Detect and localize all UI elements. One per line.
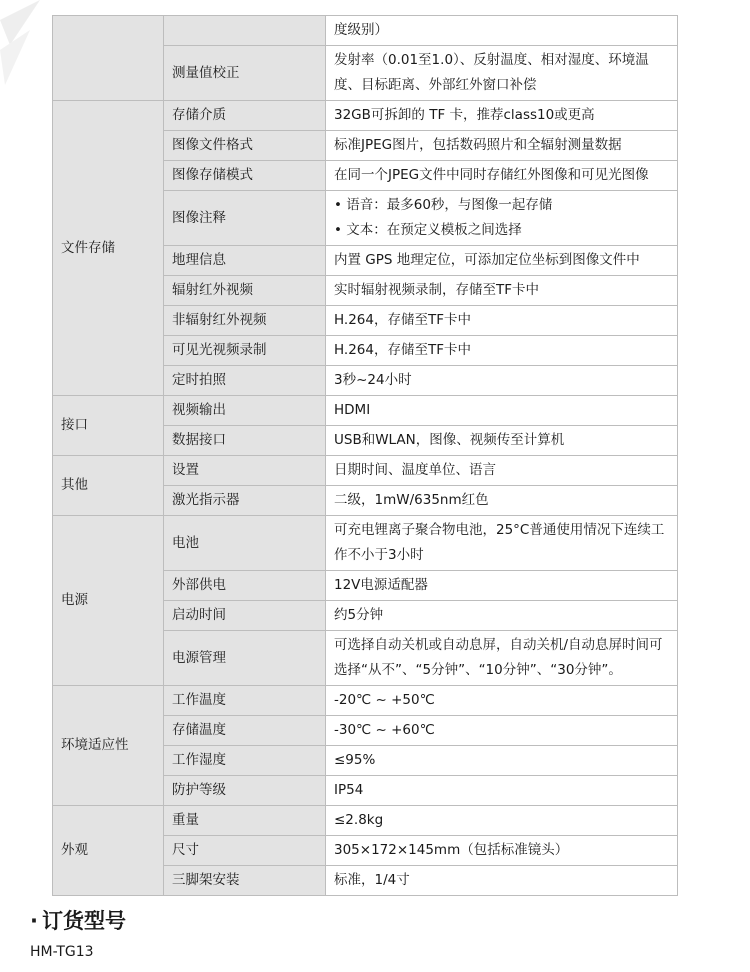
value-cell: 度级别） bbox=[326, 16, 678, 46]
value-cell: 约5分钟 bbox=[326, 601, 678, 631]
item-cell: 视频输出 bbox=[164, 396, 326, 426]
item-cell: 数据接口 bbox=[164, 426, 326, 456]
value-cell: HDMI bbox=[326, 396, 678, 426]
order-section-title bbox=[30, 905, 126, 935]
value-cell: 日期时间、温度单位、语言 bbox=[326, 456, 678, 486]
category-cell: 外观 bbox=[53, 806, 164, 896]
order-model-number: HM-TG13 bbox=[30, 944, 94, 960]
item-cell: 工作温度 bbox=[164, 686, 326, 716]
value-cell: 305×172×145mm（包括标准镜头） bbox=[326, 836, 678, 866]
category-cell: 文件存储 bbox=[53, 101, 164, 396]
value-cell: 实时辐射视频录制，存储至TF卡中 bbox=[326, 276, 678, 306]
value-cell: ≤95% bbox=[326, 746, 678, 776]
table-row bbox=[53, 101, 678, 131]
item-cell: 存储介质 bbox=[164, 101, 326, 131]
item-cell: 激光指示器 bbox=[164, 486, 326, 516]
item-cell: 尺寸 bbox=[164, 836, 326, 866]
item-cell bbox=[164, 16, 326, 46]
annotation-voice: • 语音：最多60秒，与图像一起存储 bbox=[334, 197, 553, 213]
value-cell: H.264，存储至TF卡中 bbox=[326, 306, 678, 336]
value-cell: 在同一个JPEG文件中同时存储红外图像和可见光图像 bbox=[326, 161, 678, 191]
item-cell: 电池 bbox=[164, 516, 326, 571]
value-cell: -20℃ ~ +50℃ bbox=[326, 686, 678, 716]
item-cell: 三脚架安装 bbox=[164, 866, 326, 896]
value-cell: USB和WLAN，图像、视频传至计算机 bbox=[326, 426, 678, 456]
item-cell: 设置 bbox=[164, 456, 326, 486]
item-cell: 定时拍照 bbox=[164, 366, 326, 396]
item-cell: 地理信息 bbox=[164, 246, 326, 276]
value-cell: 发射率（0.01至1.0）、反射温度、相对湿度、环境温度、目标距离、外部红外窗口补偿 bbox=[326, 46, 678, 101]
item-cell: 图像存储模式 bbox=[164, 161, 326, 191]
order-title-text: 订货型号 bbox=[41, 909, 126, 933]
item-cell: 外部供电 bbox=[164, 571, 326, 601]
value-cell: 12V电源适配器 bbox=[326, 571, 678, 601]
item-cell: 测量值校正 bbox=[164, 46, 326, 101]
value-cell: ≤2.8kg bbox=[326, 806, 678, 836]
item-cell: 重量 bbox=[164, 806, 326, 836]
value-cell: 标准，1/4寸 bbox=[326, 866, 678, 896]
item-cell: 存储温度 bbox=[164, 716, 326, 746]
value-cell: 标准JPEG图片，包括数码照片和全辐射测量数据 bbox=[326, 131, 678, 161]
category-cell: 接口 bbox=[53, 396, 164, 456]
item-cell: 可见光视频录制 bbox=[164, 336, 326, 366]
annotation-text: • 文本：在预定义模板之间选择 bbox=[334, 222, 522, 238]
value-cell: -30℃ ~ +60℃ bbox=[326, 716, 678, 746]
table-row bbox=[53, 16, 678, 46]
value-cell: 可充电锂离子聚合物电池，25°C普通使用情况下连续工作不小于3小时 bbox=[326, 516, 678, 571]
value-cell: IP54 bbox=[326, 776, 678, 806]
item-cell: 防护等级 bbox=[164, 776, 326, 806]
item-cell: 电源管理 bbox=[164, 631, 326, 686]
value-cell: 内置 GPS 地理定位，可添加定位坐标到图像文件中 bbox=[326, 246, 678, 276]
value-cell: 二级，1mW/635nm红色 bbox=[326, 486, 678, 516]
table-row bbox=[53, 456, 678, 486]
category-cell: 环境适应性 bbox=[53, 686, 164, 806]
table-row bbox=[53, 686, 678, 716]
item-cell: 图像文件格式 bbox=[164, 131, 326, 161]
item-cell: 非辐射红外视频 bbox=[164, 306, 326, 336]
table-row bbox=[53, 516, 678, 571]
title-bullet: · bbox=[30, 909, 38, 933]
corner-decoration bbox=[0, 0, 60, 90]
value-cell: H.264，存储至TF卡中 bbox=[326, 336, 678, 366]
category-cell: 电源 bbox=[53, 516, 164, 686]
table-row bbox=[53, 396, 678, 426]
value-cell: 32GB可拆卸的 TF 卡，推荐class10或更高 bbox=[326, 101, 678, 131]
item-cell: 工作湿度 bbox=[164, 746, 326, 776]
item-cell: 辐射红外视频 bbox=[164, 276, 326, 306]
table-row bbox=[53, 806, 678, 836]
item-cell: 启动时间 bbox=[164, 601, 326, 631]
value-cell bbox=[326, 191, 678, 246]
value-cell: 3秒~24小时 bbox=[326, 366, 678, 396]
item-cell: 图像注释 bbox=[164, 191, 326, 246]
category-cell: 其他 bbox=[53, 456, 164, 516]
category-cell bbox=[53, 16, 164, 101]
spec-table bbox=[52, 15, 678, 896]
value-cell: 可选择自动关机或自动息屏，自动关机/自动息屏时间可选择“从不”、“5分钟”、“10分钟”、“30分钟”。 bbox=[326, 631, 678, 686]
